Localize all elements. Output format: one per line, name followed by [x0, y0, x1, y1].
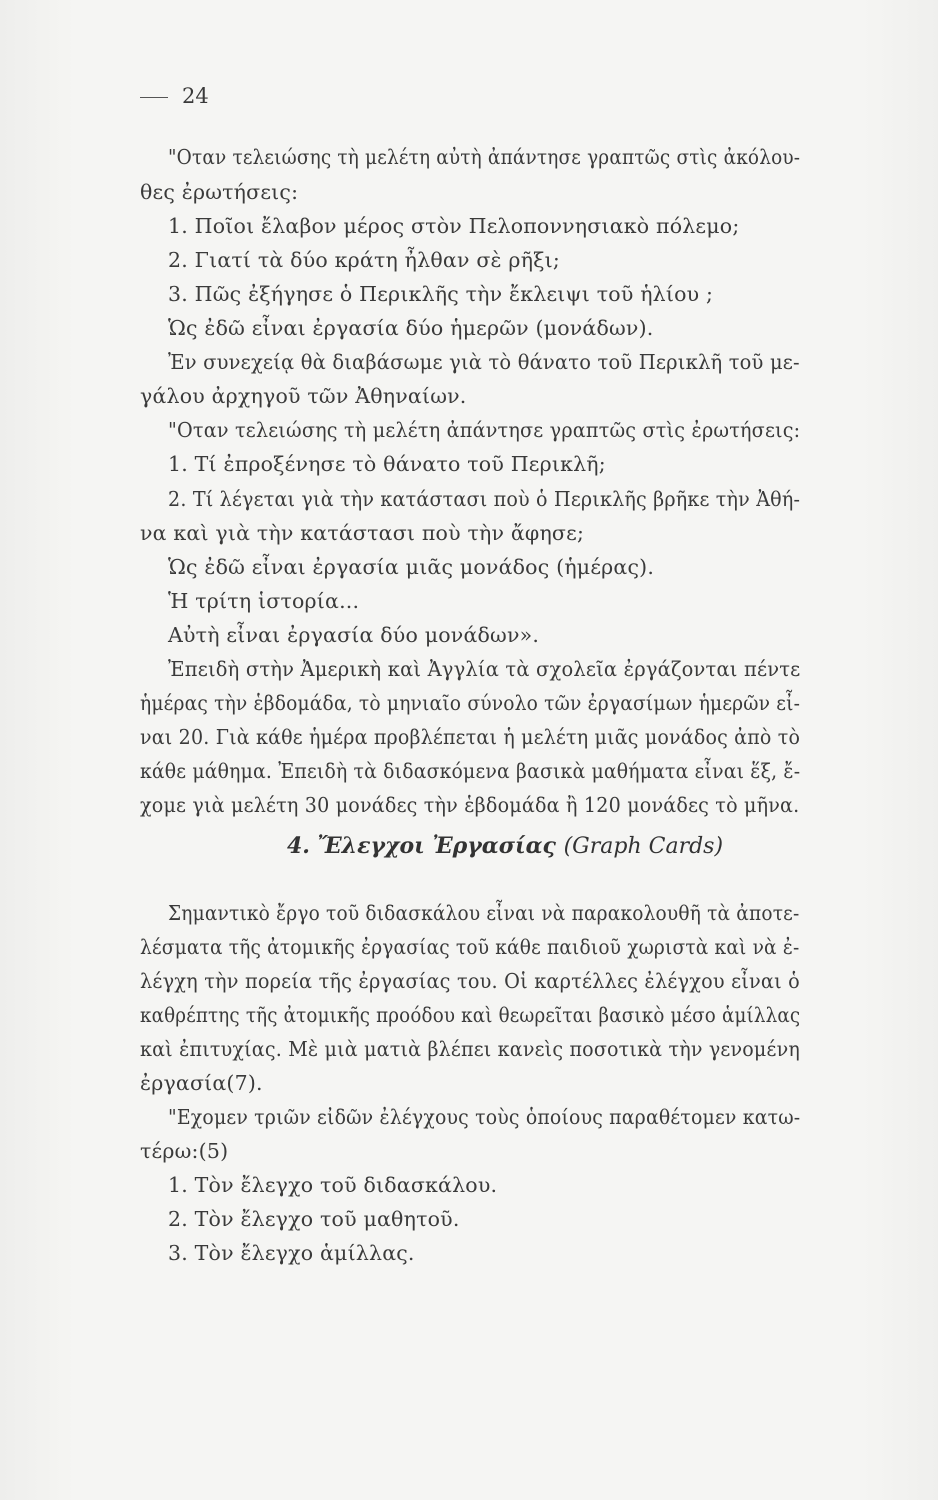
text-line: Ἐπειδὴ στὴν Ἀμερικὴ καὶ Ἀγγλία τὰ σχολεῖα ἐργάζονται πέντε	[168, 657, 801, 681]
section-heading-greek: 4. Ἔλεγχοι Ἐργασίας	[287, 833, 556, 859]
text-line: Αὐτὴ εἶναι ἐργασία δύο μονάδων».	[168, 623, 540, 647]
text-line: να καὶ γιὰ τὴν κατάστασι ποὺ τὴν ἄφησε;	[140, 521, 585, 545]
text-line: ἡμέρας τὴν ἑβδομάδα, τὸ μηνιαῖο σύνολο τῶν ἐργασίμων ἡμερῶν εἶ-	[140, 691, 801, 715]
page-number: 24	[182, 84, 209, 108]
text-line: Σημαντικὸ ἔργο τοῦ διδασκάλου εἶναι νὰ παρακολουθῆ τὰ ἀποτε-	[168, 901, 800, 925]
list-item: 3. Τὸν ἔλεγχο ἁμίλλας.	[168, 1241, 415, 1265]
section-heading	[287, 833, 723, 859]
text-line: λέγχη τὴν πορεία τῆς ἐργασίας του. Οἱ καρτέλλες ἐλέγχου εἶναι ὁ	[140, 969, 800, 993]
text-line: Ὡς ἐδῶ εἶναι ἐργασία δύο ἡμερῶν (μονάδων).	[168, 316, 654, 340]
section-heading-english: (Graph Cards)	[563, 834, 724, 859]
text-line: ναι 20. Γιὰ κάθε ἡμέρα προβλέπεται ἡ μελέτη μιᾶς μονάδος ἀπὸ τὸ	[140, 725, 801, 749]
list-item: 2. Τὸν ἔλεγχο τοῦ μαθητοῦ.	[168, 1207, 460, 1231]
text-line: θες ἐρωτήσεις:	[140, 180, 299, 204]
text-line: γάλου ἀρχηγοῦ τῶν Ἀθηναίων.	[140, 384, 467, 408]
text-line: "Οταν τελειώσης τὴ μελέτη ἀπάντησε γραπτῶς στὶς ἐρωτήσεις:	[168, 418, 801, 442]
text-line: Ἐν συνεχείᾳ θὰ διαβάσωμε γιὰ τὸ θάνατο τοῦ Περικλῆ τοῦ με-	[168, 350, 800, 374]
text-line: κάθε μάθημα. Ἐπειδὴ τὰ διδασκόμενα βασικὰ μαθήματα εἶναι ἕξ, ἔ-	[140, 759, 801, 783]
text-line: καὶ ἐπιτυχίας. Μὲ μιὰ ματιὰ βλέπει κανεὶς ποσοτικὰ τὴν γενομένη	[140, 1037, 800, 1061]
text-line: Ἡ τρίτη ἱστορία...	[168, 589, 360, 613]
text-line: καθρέπτης τῆς ἀτομικῆς προόδου καὶ θεωρεῖται βασικὸ μέσο ἁμίλλας	[140, 1003, 801, 1027]
list-item: 1. Τὸν ἔλεγχο τοῦ διδασκάλου.	[168, 1173, 498, 1197]
list-item: 1. Τί ἐπροξένησε τὸ θάνατο τοῦ Περικλῆ;	[168, 452, 606, 476]
list-item: 3. Πῶς ἐξήγησε ὁ Περικλῆς τὴν ἔκλειψι τοῦ ἡλίου ;	[168, 282, 714, 306]
text-line: χομε γιὰ μελέτη 30 μονάδες τὴν ἑβδομάδα ἢ 120 μονάδες τὸ μῆνα.	[140, 793, 800, 817]
header-dash	[140, 97, 168, 98]
text-line: τέρω:(5)	[140, 1139, 229, 1163]
text-line: "Εχομεν τριῶν εἰδῶν ἐλέγχους τοὺς ὁποίους παραθέτομεν κατω-	[168, 1105, 801, 1129]
list-item: 1. Ποῖοι ἔλαβον μέρος στὸν Πελοποννησιακὸ πόλεμο;	[168, 214, 740, 238]
list-item: 2. Γιατί τὰ δύο κράτη ἦλθαν σὲ ρῆξι;	[168, 248, 561, 272]
list-item: 2. Τί λέγεται γιὰ τὴν κατάστασι ποὺ ὁ Περικλῆς βρῆκε τὴν Ἀθή-	[168, 487, 801, 511]
text-line: λέσματα τῆς ἀτομικῆς ἐργασίας τοῦ κάθε παιδιοῦ χωριστὰ καὶ νὰ ἐ-	[140, 935, 800, 959]
text-line: "Οταν τελειώσης τὴ μελέτη αὐτὴ ἀπάντησε γραπτῶς στὶς ἀκόλου-	[168, 145, 801, 169]
text-line: ἐργασία(7).	[140, 1071, 263, 1095]
text-line: Ὡς ἐδῶ εἶναι ἐργασία μιᾶς μονάδος (ἡμέρας).	[168, 555, 655, 579]
page-header	[140, 84, 209, 108]
